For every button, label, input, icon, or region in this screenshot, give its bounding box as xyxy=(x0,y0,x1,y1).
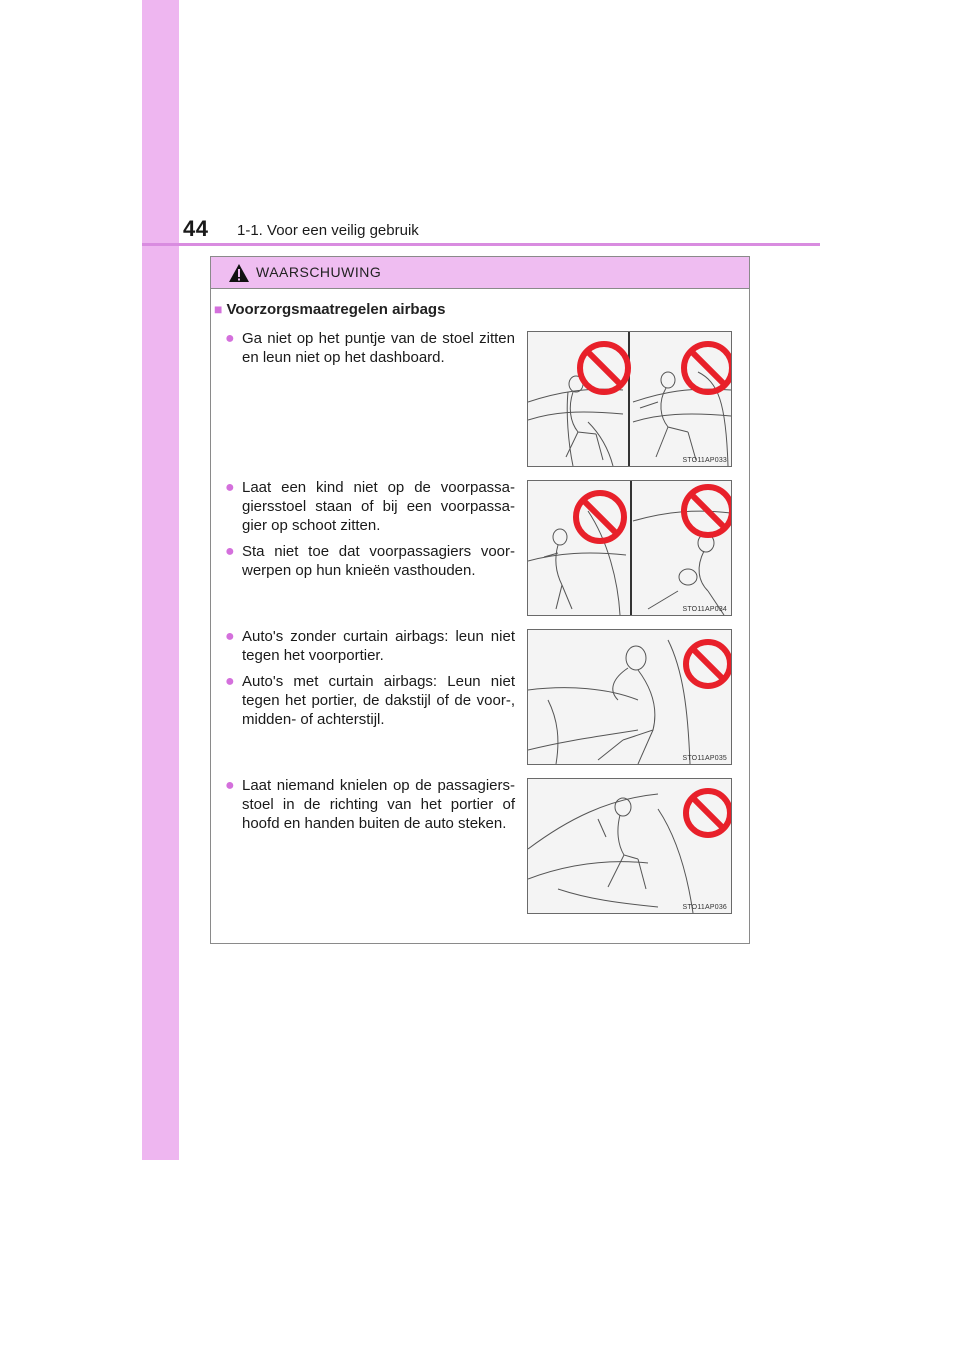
header-rule xyxy=(142,243,820,246)
bullet-icon: ● xyxy=(225,543,235,560)
illustration-kneeling-seat xyxy=(527,778,732,914)
bullet-icon: ● xyxy=(225,673,235,690)
list-item xyxy=(225,542,515,580)
list-item xyxy=(225,478,515,535)
subheading xyxy=(214,301,445,318)
warning-item xyxy=(225,478,515,587)
list-item-text: Ga niet op het puntje van de stoel zitten en leun niet op het dashboard. xyxy=(242,330,515,366)
subheading-text: Voorzorgsmaatregelen airbags xyxy=(226,301,446,318)
list-item xyxy=(225,329,515,367)
warning-triangle-icon xyxy=(228,263,250,283)
list-item xyxy=(225,627,515,665)
warning-header xyxy=(211,257,749,289)
bullet-icon: ● xyxy=(225,628,235,645)
warning-item xyxy=(225,776,515,840)
bullet-icon: ● xyxy=(225,479,235,496)
image-code: STO11AP034 xyxy=(682,606,727,613)
list-item-text: Auto's zonder curtain airbags: leun niet tegen het voorportier. xyxy=(242,628,515,664)
warning-title: WAARSCHUWING xyxy=(256,264,382,280)
list-item-text: Sta niet toe dat voorpassagiers voor-werpen op hun knieën vasthouden. xyxy=(242,543,515,579)
warning-item xyxy=(225,329,515,374)
list-item-text: Laat niemand knielen op de passagiers-stoel in de richting van het portier of hoofd en handen buiten de auto steken. xyxy=(242,777,515,832)
list-item xyxy=(225,776,515,833)
bullet-icon: ● xyxy=(225,777,235,794)
illustration-leaning-door xyxy=(527,629,732,765)
page-number: 44 xyxy=(183,216,209,241)
warning-box xyxy=(210,256,750,944)
image-code: STO11AP036 xyxy=(682,904,727,911)
bullet-icon: ● xyxy=(225,330,235,347)
list-item-text: Auto's met curtain airbags: Leun niet tegen het portier, de dakstijl of de voor-, midden- of achterstijl. xyxy=(242,673,515,728)
illustration-child-standing xyxy=(527,480,732,616)
section-title: 1-1. Voor een veilig gebruik xyxy=(237,222,419,239)
page-side-tab xyxy=(142,0,179,1160)
warning-item xyxy=(225,627,515,736)
square-bullet-icon: ■ xyxy=(214,301,223,317)
illustration-leaning-dashboard xyxy=(527,331,732,467)
list-item xyxy=(225,672,515,729)
list-item-text: Laat een kind niet op de voorpassa-giersstoel staan of bij een voorpassa-gier op schoot zitten. xyxy=(242,479,515,534)
image-code: STO11AP035 xyxy=(682,755,727,762)
image-code: STO11AP033 xyxy=(682,457,727,464)
